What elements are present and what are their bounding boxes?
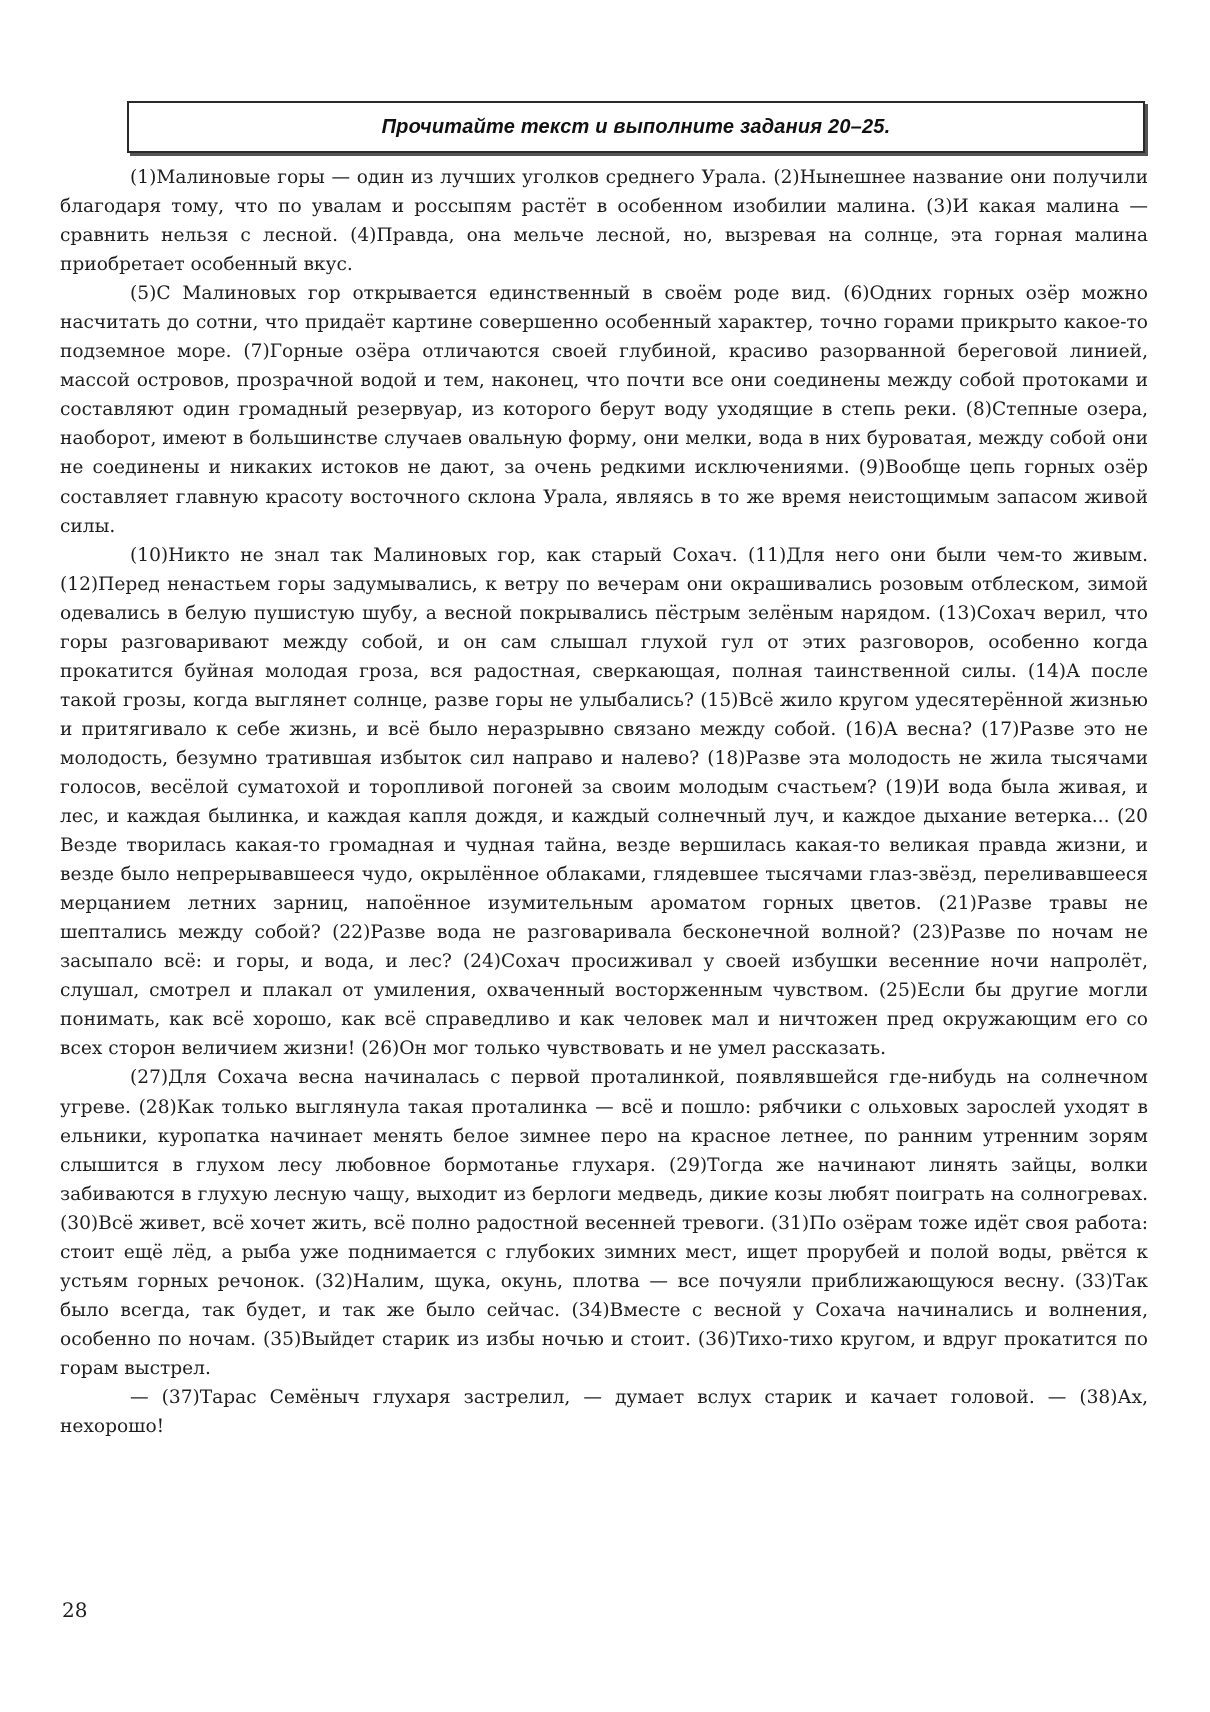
text-body (60, 163, 1148, 1441)
page-number: 28 (62, 1598, 88, 1622)
paragraph-3: (10)Никто не знал так Малиновых гор, как старый Сохач. (11)Для него они были чем-то живым. (12)Перед ненастьем горы задумывались, к ветру по вечерам они окрашивались розовым отблеском, зимой одевались в белую пушистую шубу, а весной покрывались пёстрым зелёным нарядом. (13)Сохач верил, что горы разговаривают между собой, и он сам слышал глухой гул от этих разговоров, особенно когда прокатится буйная молодая гроза, вся радостная, сверкающая, полная таинственной силы. (14)А после такой грозы, когда выглянет солнце, разве горы не улыбались? (15)Всё жило кругом удесятерённой жизнью и притягивало к себе жизнь, и всё было неразрывно связано между собой. (16)А весна? (17)Разве это не молодость, безумно тратившая избыток сил направо и налево? (18)Разве эта молодость не жила тысячами голосов, весёлой суматохой и торопливой погоней за своим молодым счастьем? (19)И вода была живая, и лес, и каждая былинка, и каждая капля дождя, и каждый солнечный луч, и каждое дыхание ветерка... (20 Везде творилась какая-то громадная и чудная тайна, везде вершилась какая-то великая правда жизни, и везде было непрерывавшееся чудо, окрылённое облаками, глядевшее тысячами глаз-звёзд, переливавшееся мерцанием летних зарниц, напоённое изумительным ароматом горных цветов. (21)Разве травы не шептались между собой? (22)Разве вода не разговаривала бесконечной волной? (23)Разве по ночам не засыпало всё: и горы, и вода, и лес? (24)Сохач просиживал у своей избушки весенние ночи напролёт, слушал, смотрел и плакал от умиления, охваченный восторженным чувством. (25)Если бы другие могли понимать, как всё хорошо, как всё справедливо и как человек мал и ничтожен пред окружающим его со всех сторон величием жизни! (26)Он мог только чувствовать и не умел рассказать. (60, 544, 1148, 1060)
paragraph-4: (27)Для Сохача весна начиналась с первой проталинкой, появлявшейся где-нибудь на солнечном угреве. (28)Как только выглянула такая проталинка — всё и пошло: рябчики с ольховых зарослей уходят в ельники, куропатка начинает менять белое зимнее перо на красное летнее, по ранним утренним зорям слышится в глухом лесу любовное бормотанье глухаря. (29)Тогда же начинают линять зайцы, волки забиваются в глухую лесную чащу, выходит из берлоги медведь, дикие козы любят поиграть на солногревах. (30)Всё живет, всё хочет жить, всё полно радостной весенней тревоги. (31)По озёрам тоже идёт своя работа: стоит ещё лёд, а рыба уже поднимается с глубоких зимних мест, ищет прорубей и полой воды, рвётся к устьям горных речонок. (32)Налим, щука, окунь, плотва — все почуяли приближающуюся весну. (33)Так было всегда, так будет, и так же было сейчас. (34)Вместе с весной у Сохача начинались и волнения, особенно по ночам. (35)Выйдет старик из избы ночью и стоит. (36)Тихо-тихо кругом, и вдруг прокатится по горам выстрел. (60, 1067, 1148, 1379)
paragraph-5: — (37)Тарас Семёныч глухаря застрелил, — думает вслух старик и качает головой. — (38)Ах, нехорошо! (60, 1386, 1148, 1438)
task-header-title: Прочитайте текст и выполните задания 20–25. (381, 116, 891, 138)
paragraph-1: (1)Малиновые горы — один из лучших уголков среднего Урала. (2)Нынешнее название они получили благодаря тому, что по увалам и россыпям растёт в особенном изобилии малина. (3)И какая малина — сравнить нельзя с лесной. (4)Правда, она мельче лесной, но, вызревая на солнце, эта горная малина приобретает особенный вкус. (60, 167, 1148, 276)
task-header-box (127, 101, 1145, 153)
paragraph-2: (5)С Малиновых гор открывается единственный в своём роде вид. (6)Одних горных озёр можно насчитать до сотни, что придаёт картине совершенно особенный характер, точно горами прикрыто какое-то подземное море. (7)Горные озёра отличаются своей глубиной, красиво разорванной береговой линией, массой островов, прозрачной водой и тем, наконец, что почти все они соединены между собой протоками и составляют один громадный резервуар, из которого берут воду уходящие в степь реки. (8)Степные озера, наоборот, имеют в большинстве случаев овальную форму, они мелки, вода в них буроватая, между собой они не соединены и никаких истоков не дают, за очень редкими исключениями. (9)Вообще цепь горных озёр составляет главную красоту восточного склона Урала, являясь в то же время неистощимым запасом живой силы. (60, 283, 1148, 537)
